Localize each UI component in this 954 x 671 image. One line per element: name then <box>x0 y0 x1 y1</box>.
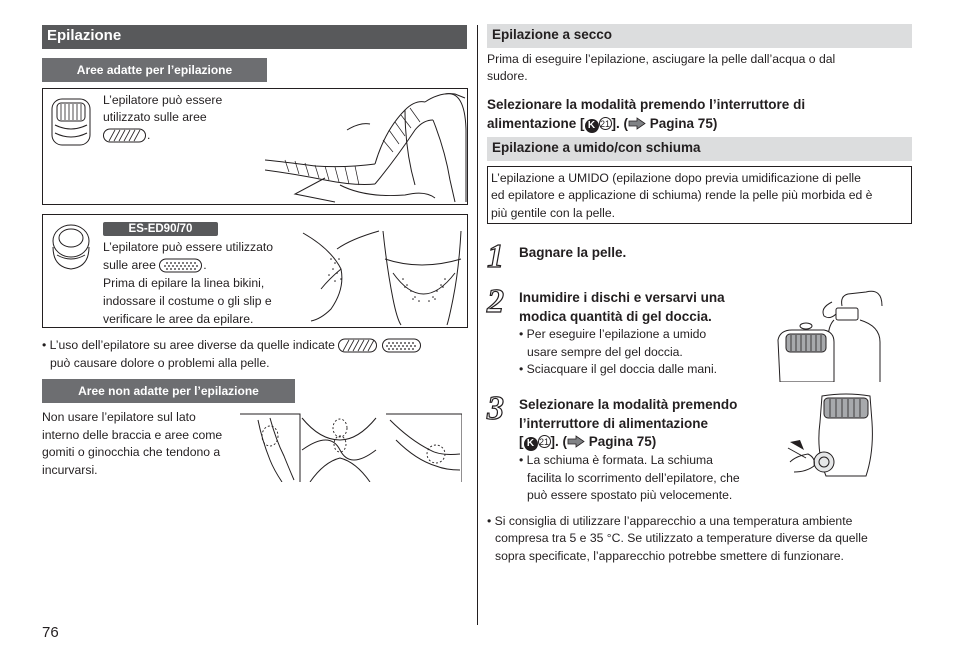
step-1-number: 1 <box>487 238 504 275</box>
wet-info-box <box>487 166 912 224</box>
temperature-note-2: compresa tra 5 e 35 °C. Se utilizzato a temperature diverse da quelle <box>495 531 868 545</box>
suitable-areas-box-1 <box>42 88 468 205</box>
temperature-note-1: • Si consiglia di utilizzare l’apparecchio a una temperatura ambiente <box>487 514 853 528</box>
step-3-text-1: Selezionare la modalità premendo <box>519 397 738 412</box>
unsuitable-text-3: gomiti o ginocchia che tendono a <box>42 445 221 459</box>
unsuitable-text-1: Non usare l’epilatore sul lato <box>42 410 196 424</box>
step-2-text-2: modica quantità di gel doccia. <box>519 309 712 324</box>
box1-text-1: L’epilatore può essere <box>103 93 223 107</box>
page-number: 76 <box>42 624 59 641</box>
unsuitable-text-4: incurvarsi. <box>42 463 98 477</box>
dry-epilation-title: Epilazione a secco <box>487 24 912 48</box>
wet-epilation-title: Epilazione a umido/con schiuma <box>487 137 912 161</box>
arm-leg-illustration <box>240 410 462 482</box>
epilator-switch-illustration <box>786 392 884 478</box>
k-badge-icon: K <box>524 437 538 451</box>
dotted-area-icon <box>382 338 422 353</box>
circled-number-icon: 21 <box>600 119 611 129</box>
step-2-bullet-1b: usare sempre del gel doccia. <box>527 345 683 359</box>
box2-text-2-line: sulle aree . <box>103 258 207 272</box>
arrow-icon <box>628 117 646 130</box>
step-2-text-1: Inumidire i dischi e versarvi una <box>519 290 725 305</box>
step-3-number: 3 <box>487 390 504 427</box>
step-1-text: Bagnare la pelle. <box>519 245 627 260</box>
step-3-bullet-1a: • La schiuma è formata. La schiuma <box>519 453 713 467</box>
dry-text-1: Prima di eseguire l’epilazione, asciugare la pelle dall’acqua o dal <box>487 52 836 66</box>
wet-text-3: più gentile con la pelle. <box>491 206 615 220</box>
unsuitable-text-2: interno delle braccia e aree come <box>42 428 223 442</box>
box2-text-4: indossare il costume o gli slip e <box>103 294 272 308</box>
warning-bullet-line-2: può causare dolore o problemi alla pelle. <box>50 356 270 370</box>
suitable-areas-title: Aree adatte per l’epilazione <box>42 58 267 82</box>
box2-text-5: verificare le aree da epilare. <box>103 312 254 326</box>
box1-area-symbol: . <box>103 126 150 144</box>
box2-text-1: L’epilatore può essere utilizzato <box>103 240 274 254</box>
section-title: Epilazione <box>42 25 467 49</box>
hatched-area-icon <box>103 128 147 143</box>
wet-text-1: L’epilazione a UMIDO (epilazione dopo previa umidificazione di pelle <box>491 171 861 185</box>
select-mode-line-1: Selezionare la modalità premendo l’interruttore di <box>487 97 806 112</box>
step-2-number: 2 <box>487 283 504 320</box>
column-divider <box>477 25 478 625</box>
circled-number-icon: 21 <box>538 437 549 447</box>
step-2-bullet-2: • Sciacquare il gel doccia dalle mani. <box>519 362 718 376</box>
box2-text-3: Prima di epilare la linea bikini, <box>103 276 265 290</box>
hatched-area-icon <box>338 338 378 353</box>
step-3-bullet-1b: facilita lo scorrimento dell’epilatore, che <box>527 471 740 485</box>
step-2-bullet-1a: • Per eseguire l’epilazione a umido <box>519 327 707 341</box>
legs-illustration <box>265 90 467 204</box>
box1-text-2: utilizzato sulle aree <box>103 110 207 124</box>
warning-bullet-line-1: • L’uso dell’epilatore su aree diverse da quelle indicate <box>42 336 422 354</box>
temperature-note-3: sopra specificate, l’apparecchio potrebbe smettere di funzionare. <box>495 549 844 563</box>
select-mode-line-2: alimentazione [ K 21 ]. ( Pagina 75) <box>487 116 718 131</box>
dry-text-2: sudore. <box>487 69 528 83</box>
epilator-head-icon <box>49 95 93 149</box>
wet-text-2: ed epilatore e applicazione di schiuma) rende la pelle più morbida ed è <box>491 188 873 202</box>
model-badge: ES-ED90/70 <box>103 222 218 236</box>
dotted-area-icon <box>159 258 203 273</box>
step-3-text-3: [ K 21 ]. ( Pagina 75) <box>519 434 657 449</box>
step-3-text-2: l’interruttore di alimentazione <box>519 416 709 431</box>
suitable-areas-box-2 <box>42 214 468 328</box>
arrow-icon <box>567 435 585 448</box>
unsuitable-areas-title: Aree non adatte per l’epilazione <box>42 379 295 403</box>
armpit-bikini-illustration <box>301 229 467 327</box>
k-badge-icon: K <box>585 119 599 133</box>
wide-head-icon <box>49 221 93 271</box>
step-3-bullet-1c: può essere spostato più velocemente. <box>527 488 733 502</box>
gel-bottle-illustration <box>776 286 884 382</box>
